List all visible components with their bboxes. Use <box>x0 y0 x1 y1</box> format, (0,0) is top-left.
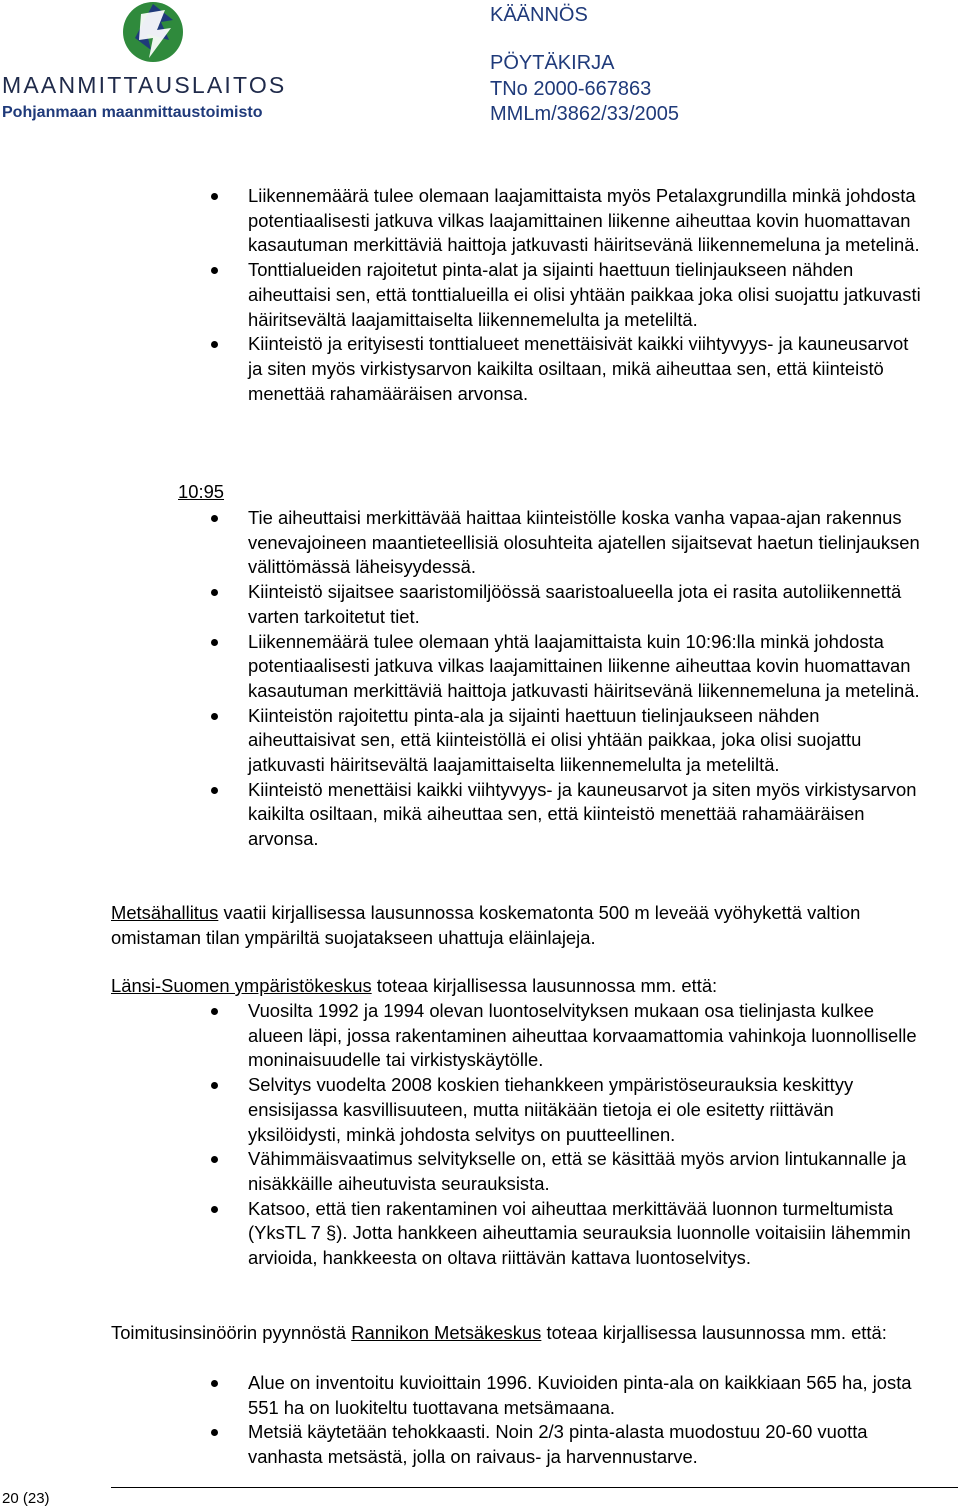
metsahallitus-name: Metsähallitus <box>111 902 219 923</box>
bullet-list-section1 <box>211 184 926 406</box>
bullet-icon <box>211 267 218 274</box>
bullet-icon <box>211 639 218 646</box>
list-item: Tonttialueiden rajoitetut pinta-alat ja sijainti haettuun tielinjaukseen nähden aiheuttaisi sen, että tonttialueilla ei olisi yhtään paikkaa joka olisi suojattu jatkuvasti häiritsevältä laajamittaiselta liikennemelulta ja meteliltä. <box>211 258 926 332</box>
bullet-list-section2 <box>211 506 926 852</box>
page-number: 20 (23) <box>2 1490 50 1507</box>
rannikon-paragraph: Toimitusinsinöörin pyynnöstä Rannikon Metsäkeskus toteaa kirjallisessa lausunnossa mm. että: <box>111 1322 887 1343</box>
bullet-icon <box>211 713 218 720</box>
header-ref: MMLm/3862/33/2005 <box>490 103 680 125</box>
metsahallitus-paragraph: Metsähallitus vaatii kirjallisessa lausunnossa koskematonta 500 m leveää vyöhykettä valtion omistaman tilan ympäriltä suojatakseen uhattuja eläinlajeja. <box>111 902 861 948</box>
bullet-icon <box>211 589 218 596</box>
list-item: Kiinteistön rajoitettu pinta-ala ja sijainti haettuun tielinjaukseen nähden aiheuttaisivat sen, että kiinteistöllä ei olisi yhtään paikkaa, joka olisi suojattu jatkuvasti häiritsevältä laajamittaiselta liikennemelulta ja meteliltä. <box>211 704 926 778</box>
maanmittauslaitos-logo-icon <box>121 0 185 64</box>
list-item: Selvitys vuodelta 2008 koskien tiehankkeen ympäristöseurauksia keskittyy ensisijassa kasvillisuuteen, mutta niitäkään tietoja ei ole esitetty riittävän yksilöidysti, minkä johdosta selvitys on puutteellinen. <box>211 1073 926 1147</box>
bullet-icon <box>211 515 218 522</box>
bullet-icon <box>211 1156 218 1163</box>
bullet-icon <box>211 193 218 200</box>
list-item: Liikennemäärä tulee olemaan yhtä laajamittaista kuin 10:96:lla minkä johdosta potentiaalisesti jatkuva vilkas laajamittainen liikenne aiheuttaa kovin huomattavan kasautuman merkittäviä haittoja jatkuvasti häiritsevänä liikennemeluna ja metelinä. <box>211 630 926 704</box>
logo <box>0 0 310 130</box>
rannikon-name: Rannikon Metsäkeskus <box>351 1322 542 1343</box>
list-item: Metsiä käytetään tehokkaasti. Noin 2/3 pinta-alasta muodostuu 20-60 vuotta vanhasta metsästä, jolla on raivaus- ja harvennustarve. <box>211 1420 926 1469</box>
list-item: Vuosilta 1992 ja 1994 olevan luontoselvityksen mukaan osa tielinjasta kulkee alueen läpi, jossa rakentaminen aiheuttaa korvaamattomia vahinkoja luonnolliselle moninaisuudelle tai virkistyskäytölle. <box>211 999 926 1073</box>
list-item: Liikennemäärä tulee olemaan laajamittaista myös Petalaxgrundilla minkä johdosta potentiaalisesti jatkuva vilkas laajamittainen liikenne aiheuttaa kovin huomattavan kasautuman merkittäviä haittoja jatkuvasti häiritsevänä liikennemeluna ja metelinä. <box>211 184 926 258</box>
bullet-icon <box>211 341 218 348</box>
bullet-list-lansi <box>211 999 926 1271</box>
list-item: Kiinteistö sijaitsee saaristomiljöössä saaristoalueella jota ei rasita autoliikennettä varten tarkoitetut tiet. <box>211 580 926 629</box>
bullet-icon <box>211 1380 218 1387</box>
list-item: Kiinteistö ja erityisesti tonttialueet menettäisivät kaikki viihtyvyys- ja kauneusarvot ja siten myös virkistysarvon kaikilta osiltaan, mikä aiheuttaa sen, että kiinteistö menettää rahamääräisen arvonsa. <box>211 332 926 406</box>
header-title: KÄÄNNÖS <box>490 4 588 26</box>
office-name: Pohjanmaan maanmittaustoimisto <box>2 104 263 121</box>
lansi-paragraph: Länsi-Suomen ympäristökeskus toteaa kirjallisessa lausunnossa mm. että: <box>111 975 718 996</box>
list-item: Kiinteistö menettäisi kaikki viihtyvyys- ja kauneusarvot ja siten myös virkistysarvon kaikilta osiltaan, mikä aiheuttaa sen, että kiinteistö menettää rahamääräisen arvonsa. <box>211 778 926 852</box>
footer-divider <box>111 1487 958 1488</box>
header-doc-type: PÖYTÄKIRJA <box>490 52 615 74</box>
bullet-icon <box>211 1429 218 1436</box>
list-item: Vähimmäisvaatimus selvitykselle on, että se käsittää myös arvion lintukannalle ja nisäkkäille aiheutuvista seurauksista. <box>211 1147 926 1196</box>
bullet-icon <box>211 1008 218 1015</box>
list-item: Alue on inventoitu kuvioittain 1996. Kuvioiden pinta-ala on kaikkiaan 565 ha, josta 551 ha on luokiteltu tuottavana metsämaana. <box>211 1371 926 1420</box>
header-tno: TNo 2000-667863 <box>490 78 652 100</box>
property-label: 10:95 <box>178 481 225 502</box>
bullet-icon <box>211 787 218 794</box>
list-item: Katsoo, että tien rakentaminen voi aiheuttaa merkittävää luonnon turmeltumista (YksTL 7 §). Jotta hankkeen aiheuttamia seurauksia luonnolle voitaisiin lähemmin arvioida, hankkeesta on oltava riittävän kattava luontoselvitys. <box>211 1197 926 1271</box>
list-item: Tie aiheuttaisi merkittävää haittaa kiinteistölle koska vanha vapaa-ajan rakennus venevajoineen maantieteellisiä olosuhteita ajatellen sijaitsevat haetun tielinjauksen välittömässä läheisyydessä. <box>211 506 926 580</box>
lansi-name: Länsi-Suomen ympäristökeskus <box>111 975 372 996</box>
org-name: MAANMITTAUSLAITOS <box>2 72 287 98</box>
bullet-list-rannikon <box>211 1371 926 1470</box>
bullet-icon <box>211 1082 218 1089</box>
bullet-icon <box>211 1206 218 1213</box>
